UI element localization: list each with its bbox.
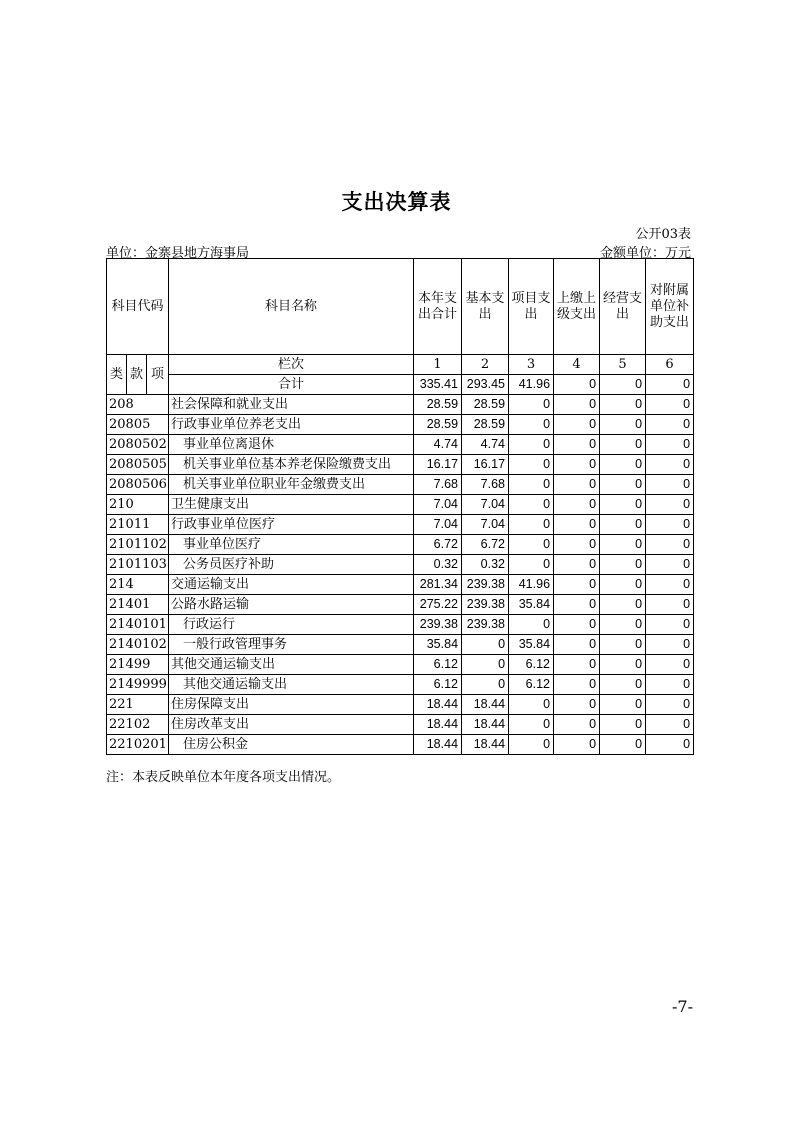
value-col-3: 0: [509, 515, 554, 535]
value-col-6: 0: [646, 655, 694, 675]
value-col-6: 0: [646, 715, 694, 735]
value-col-5: 0: [600, 495, 646, 515]
header-name: 科目名称: [169, 259, 414, 355]
value-col-3: 0: [509, 495, 554, 515]
value-col-1: 6.12: [414, 675, 462, 695]
value-col-2: 18.44: [462, 735, 509, 755]
value-col-1: 281.34: [414, 575, 462, 595]
table-row: [107, 415, 694, 435]
value-col-1: 6.12: [414, 655, 462, 675]
value-col-4: 0: [554, 575, 600, 595]
subject-name: 住房保障支出: [169, 695, 414, 715]
subject-code: 21401: [107, 595, 169, 615]
total-row: [107, 375, 694, 395]
value-col-6: 0: [646, 455, 694, 475]
value-col-4: 0: [554, 495, 600, 515]
total-value-1: 335.41: [414, 375, 462, 395]
value-col-3: 0: [509, 395, 554, 415]
value-col-5: 0: [600, 555, 646, 575]
page-number: -7-: [672, 997, 693, 1016]
value-col-3: 0: [509, 535, 554, 555]
value-col-3: 0: [509, 455, 554, 475]
value-col-2: 28.59: [462, 415, 509, 435]
value-col-2: 239.38: [462, 595, 509, 615]
value-col-6: 0: [646, 515, 694, 535]
subject-code: 2101103: [107, 555, 169, 575]
value-col-3: 0: [509, 695, 554, 715]
value-col-4: 0: [554, 655, 600, 675]
value-col-6: 0: [646, 695, 694, 715]
value-col-5: 0: [600, 595, 646, 615]
table-row: [107, 715, 694, 735]
table-row: [107, 435, 694, 455]
header-col-3: 项目支出: [509, 259, 554, 355]
value-col-4: 0: [554, 455, 600, 475]
value-col-3: 35.84: [509, 595, 554, 615]
value-col-6: 0: [646, 675, 694, 695]
value-col-1: 28.59: [414, 415, 462, 435]
subject-name: 社会保障和就业支出: [169, 395, 414, 415]
total-value-5: 0: [600, 375, 646, 395]
money-unit-label: 金额单位：万元: [599, 246, 691, 261]
unit-label: 单位：金寨县地方海事局: [106, 246, 250, 261]
table-row: [107, 395, 694, 415]
value-col-4: 0: [554, 555, 600, 575]
header-col-5: 经营支出: [600, 259, 646, 355]
value-col-6: 0: [646, 535, 694, 555]
value-col-1: 28.59: [414, 395, 462, 415]
subject-name: 机关事业单位基本养老保险缴费支出: [169, 455, 414, 475]
value-col-4: 0: [554, 395, 600, 415]
value-col-3: 41.96: [509, 575, 554, 595]
value-col-3: 0: [509, 615, 554, 635]
header-col-2: 基本支出: [462, 259, 509, 355]
table-row: [107, 455, 694, 475]
value-col-2: 7.04: [462, 495, 509, 515]
table-row: [107, 515, 694, 535]
subject-code: 2080506: [107, 475, 169, 495]
subject-code: 22102: [107, 715, 169, 735]
col-num-2: 2: [462, 355, 509, 375]
value-col-6: 0: [646, 735, 694, 755]
col-num-3: 3: [509, 355, 554, 375]
value-col-3: 0: [509, 475, 554, 495]
subject-code: 221: [107, 695, 169, 715]
col-num-6: 6: [646, 355, 694, 375]
subject-name: 交通运输支出: [169, 575, 414, 595]
value-col-2: 7.04: [462, 515, 509, 535]
subject-code: 2210201: [107, 735, 169, 755]
value-col-5: 0: [600, 535, 646, 555]
subject-name: 行政事业单位医疗: [169, 515, 414, 535]
value-col-4: 0: [554, 615, 600, 635]
total-label: 合计: [169, 375, 414, 395]
subject-code: 21499: [107, 655, 169, 675]
table-row: [107, 675, 694, 695]
table-row: [107, 695, 694, 715]
value-col-6: 0: [646, 435, 694, 455]
table-row: [107, 535, 694, 555]
total-value-6: 0: [646, 375, 694, 395]
col-num-5: 5: [600, 355, 646, 375]
value-col-3: 6.12: [509, 655, 554, 675]
header-col-1: 本年支出合计: [414, 259, 462, 355]
subject-code: 2101102: [107, 535, 169, 555]
value-col-5: 0: [600, 415, 646, 435]
value-col-2: 28.59: [462, 395, 509, 415]
value-col-5: 0: [600, 515, 646, 535]
value-col-2: 239.38: [462, 575, 509, 595]
value-col-2: 4.74: [462, 435, 509, 455]
value-col-1: 16.17: [414, 455, 462, 475]
total-value-4: 0: [554, 375, 600, 395]
value-col-6: 0: [646, 415, 694, 435]
table-row: [107, 635, 694, 655]
value-col-1: 275.22: [414, 595, 462, 615]
subject-name: 一般行政管理事务: [169, 635, 414, 655]
subject-code: 2080502: [107, 435, 169, 455]
table-note: 注：本表反映单位本年度各项支出情况。: [106, 770, 341, 785]
subject-code: 2080505: [107, 455, 169, 475]
value-col-6: 0: [646, 615, 694, 635]
subject-name: 公务员医疗补助: [169, 555, 414, 575]
subject-code: 2140101: [107, 615, 169, 635]
table-row: [107, 575, 694, 595]
value-col-2: 7.68: [462, 475, 509, 495]
table-row: [107, 595, 694, 615]
value-col-1: 35.84: [414, 635, 462, 655]
value-col-5: 0: [600, 455, 646, 475]
value-col-3: 0: [509, 735, 554, 755]
value-col-5: 0: [600, 575, 646, 595]
value-col-4: 0: [554, 695, 600, 715]
value-col-2: 18.44: [462, 715, 509, 735]
value-col-2: 16.17: [462, 455, 509, 475]
subject-name: 行政运行: [169, 615, 414, 635]
header-xiang: 项: [147, 355, 169, 395]
value-col-4: 0: [554, 475, 600, 495]
value-col-5: 0: [600, 475, 646, 495]
value-col-3: 0: [509, 715, 554, 735]
value-col-5: 0: [600, 695, 646, 715]
column-number-row: [107, 355, 694, 375]
subject-code: 21011: [107, 515, 169, 535]
value-col-1: 18.44: [414, 695, 462, 715]
header-kuan: 款: [127, 355, 147, 395]
value-col-2: 6.72: [462, 535, 509, 555]
header-col-6: 对附属单位补助支出: [646, 259, 694, 355]
subject-code: 2149999: [107, 675, 169, 695]
table-row: [107, 495, 694, 515]
table-row: [107, 615, 694, 635]
total-value-2: 293.45: [462, 375, 509, 395]
subject-name: 住房公积金: [169, 735, 414, 755]
value-col-6: 0: [646, 395, 694, 415]
subject-name: 事业单位离退休: [169, 435, 414, 455]
value-col-4: 0: [554, 435, 600, 455]
value-col-4: 0: [554, 535, 600, 555]
col-num-1: 1: [414, 355, 462, 375]
value-col-1: 7.04: [414, 495, 462, 515]
value-col-4: 0: [554, 515, 600, 535]
subject-code: 208: [107, 395, 169, 415]
value-col-5: 0: [600, 715, 646, 735]
header-lanci: 栏次: [169, 355, 414, 375]
subject-code: 20805: [107, 415, 169, 435]
value-col-2: 0: [462, 635, 509, 655]
value-col-5: 0: [600, 735, 646, 755]
value-col-2: 239.38: [462, 615, 509, 635]
value-col-6: 0: [646, 495, 694, 515]
page-title: 支出决算表: [341, 190, 452, 214]
value-col-2: 0.32: [462, 555, 509, 575]
value-col-6: 0: [646, 635, 694, 655]
subject-name: 行政事业单位养老支出: [169, 415, 414, 435]
subject-name: 公路水路运输: [169, 595, 414, 615]
subject-name: 事业单位医疗: [169, 535, 414, 555]
value-col-5: 0: [600, 635, 646, 655]
value-col-6: 0: [646, 475, 694, 495]
subject-name: 卫生健康支出: [169, 495, 414, 515]
value-col-1: 239.38: [414, 615, 462, 635]
subject-code: 210: [107, 495, 169, 515]
form-number: 公开03表: [635, 227, 691, 242]
table-row: [107, 655, 694, 675]
table-row: [107, 555, 694, 575]
subject-name: 住房改革支出: [169, 715, 414, 735]
value-col-1: 6.72: [414, 535, 462, 555]
value-col-4: 0: [554, 715, 600, 735]
value-col-5: 0: [600, 435, 646, 455]
header-row: [107, 259, 694, 355]
value-col-1: 18.44: [414, 715, 462, 735]
value-col-5: 0: [600, 655, 646, 675]
value-col-4: 0: [554, 595, 600, 615]
value-col-4: 0: [554, 415, 600, 435]
value-col-3: 35.84: [509, 635, 554, 655]
col-num-4: 4: [554, 355, 600, 375]
total-value-3: 41.96: [509, 375, 554, 395]
value-col-4: 0: [554, 675, 600, 695]
value-col-6: 0: [646, 575, 694, 595]
value-col-1: 18.44: [414, 735, 462, 755]
subject-code: 214: [107, 575, 169, 595]
subject-name: 机关事业单位职业年金缴费支出: [169, 475, 414, 495]
header-lei: 类: [107, 355, 127, 395]
value-col-5: 0: [600, 395, 646, 415]
value-col-1: 7.04: [414, 515, 462, 535]
value-col-4: 0: [554, 735, 600, 755]
table-row: [107, 735, 694, 755]
value-col-5: 0: [600, 615, 646, 635]
value-col-1: 7.68: [414, 475, 462, 495]
subject-name: 其他交通运输支出: [169, 675, 414, 695]
value-col-5: 0: [600, 675, 646, 695]
value-col-3: 0: [509, 435, 554, 455]
value-col-3: 0: [509, 415, 554, 435]
header-col-4: 上缴上级支出: [554, 259, 600, 355]
subject-code: 2140102: [107, 635, 169, 655]
expenditure-table: [106, 258, 694, 755]
value-col-3: 6.12: [509, 675, 554, 695]
table-row: [107, 475, 694, 495]
value-col-2: 18.44: [462, 695, 509, 715]
value-col-1: 4.74: [414, 435, 462, 455]
value-col-6: 0: [646, 595, 694, 615]
value-col-1: 0.32: [414, 555, 462, 575]
value-col-2: 0: [462, 655, 509, 675]
header-code: 科目代码: [107, 259, 169, 355]
value-col-3: 0: [509, 555, 554, 575]
value-col-2: 0: [462, 675, 509, 695]
value-col-6: 0: [646, 555, 694, 575]
value-col-4: 0: [554, 635, 600, 655]
subject-name: 其他交通运输支出: [169, 655, 414, 675]
